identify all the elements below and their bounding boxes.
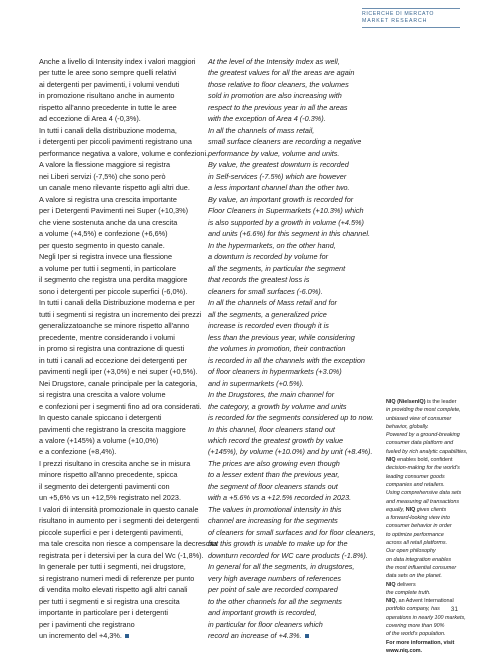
sidebar-text: , an Advent International: [395, 598, 454, 605]
sidebar-line: [386, 514, 470, 522]
english-text-line: downturn recorded for WC care products (-1.8%).: [208, 550, 368, 560]
english-text-line: is also supported by a growth in volume (+4.5%): [208, 217, 364, 227]
italian-column: [39, 56, 218, 642]
italian-text-line: rispetto all'anno precedente in tutte le aree: [39, 102, 177, 112]
english-text-line: performance by value, volume and units.: [208, 148, 340, 158]
sidebar-line: [386, 481, 470, 489]
english-text-line: which record the greatest growth by value: [208, 435, 344, 445]
sidebar-line: [386, 498, 470, 506]
italian-text-line: e a confezione (+8,4%).: [39, 447, 117, 457]
sidebar-text: behavior, globally.: [386, 423, 429, 430]
italian-text-line: un +5,6% vs un +12,5% registrato nel 2023.: [39, 493, 181, 503]
sidebar-text: on data integration enables: [386, 556, 452, 563]
english-text-line: and in supermarkets (+0.5%).: [208, 378, 304, 388]
header-subtitle: MARKET RESEARCH: [362, 18, 428, 24]
english-text-line: The prices are also growing even though: [208, 458, 340, 468]
italian-text-line: il segmento che registra una perdita maggiore: [39, 275, 188, 285]
english-text-line: of cleaners for small surfaces and for floor cleaners,: [208, 527, 376, 537]
sidebar-text: consumer data platform and: [386, 440, 454, 447]
italian-text-line: performance negativa a valore, volume e confezioni.: [39, 148, 209, 158]
italian-text-line: registrata per i detersivi per la cura del Wc (-1,8%).: [39, 550, 204, 560]
italian-text-line: per tutti i segmenti e si registra una crescita: [39, 596, 180, 606]
italian-text-line: generalizzatoanche se minore rispetto all'anno: [39, 321, 190, 331]
sidebar-bold-text: NIQ (NielsenIQ): [386, 399, 426, 405]
sidebar-text: consumer behavior in order: [386, 523, 452, 530]
italian-text-line: piccole superfici e per i detergenti pavimenti,: [39, 527, 183, 537]
italian-text-line: un canale meno rilevante rispetto agli altri due.: [39, 183, 190, 193]
english-text-line: small surface cleaners are recording a negative: [208, 137, 362, 147]
italian-text-line: I prezzi risultano in crescita anche se in misura: [39, 458, 191, 468]
sidebar-text: and measuring all transactions: [386, 498, 460, 505]
english-text-line: record an increase of +4.3%.: [208, 630, 374, 641]
sidebar-text: portfolio company, has: [386, 606, 440, 613]
sidebar-text: covering more than 90%: [386, 623, 445, 630]
sidebar-text: Using comprehensive data sets: [386, 490, 462, 497]
english-text-line: In this channel, floor cleaners stand out: [208, 424, 335, 434]
sidebar-line: [386, 522, 470, 530]
sidebar-text: a forward-looking view into: [386, 515, 450, 522]
end-of-article-square: [305, 634, 310, 639]
sidebar-text: companies and retailers.: [386, 481, 445, 488]
italian-text-line: in tutti i canali ad eccezione dei detergenti per: [39, 355, 188, 365]
sidebar-bold-text: For more information, visit: [386, 639, 455, 646]
sidebar-line: [386, 581, 470, 589]
english-text-line: and important growth is recorded,: [208, 608, 317, 618]
sidebar-line: [386, 564, 470, 572]
sidebar-text: data sets on the planet.: [386, 573, 443, 580]
sidebar-text: Powered by a ground-breaking: [386, 432, 460, 439]
sidebar-line: [386, 398, 470, 406]
english-text-line: all the segments, a generalized price: [208, 309, 327, 319]
sidebar-line: [386, 556, 470, 564]
italian-text-line: ai detergenti per pavimenti, i volumi venduti: [39, 79, 180, 89]
english-text-line: the category, a growth by volume and units: [208, 401, 347, 411]
sidebar-line: [386, 614, 470, 622]
italian-text-line: nei Liberi servizi (-7,5%) che sono però: [39, 171, 166, 181]
niq-sidebar-note: [386, 398, 470, 655]
italian-text-line: per i Detergenti Pavimenti nei Super (+10,3%): [39, 206, 189, 216]
sidebar-text: equally,: [386, 506, 406, 513]
italian-text-line: si registra una crescita a valore volume: [39, 390, 166, 400]
english-text-line: Floor Cleaners in Supermarkets (+10.3%) which: [208, 206, 364, 216]
italian-text-line: sono i detergenti per piccole superfici (-6,0%).: [39, 286, 188, 296]
sidebar-line: [386, 597, 470, 605]
sidebar-line: [386, 647, 470, 655]
english-text-line: all the segments, in particular the segment: [208, 263, 346, 273]
english-text-line: the greatest values for all the areas are again: [208, 68, 355, 78]
english-text-line: In general for all the segments, in drugstores,: [208, 562, 355, 572]
sidebar-line: [386, 415, 470, 423]
italian-text-line: risultano in aumento per i segmenti dei detergenti: [39, 516, 199, 526]
italian-text-line: di vendita molto elevati rispetto agli altri canali: [39, 585, 188, 595]
english-text-line: with the exception of Area 4 (-0.3%).: [208, 114, 326, 124]
sidebar-text: delivers: [395, 581, 416, 588]
sidebar-text: of the world's population.: [386, 631, 446, 638]
sidebar-line: [386, 431, 470, 439]
italian-text-line: il segmento dei detergenti pavimenti con: [39, 481, 170, 491]
italian-text-line: Nei Drugstore, canale principale per la categoria,: [39, 378, 198, 388]
english-text-line: channel are increasing for the segments: [208, 516, 338, 526]
english-text-line: to a lesser extent than the previous year,: [208, 470, 340, 480]
sidebar-line: [386, 448, 470, 456]
italian-text-line: I valori di intensità promozionale in questo canale: [39, 504, 199, 514]
italian-text-line: per questo segmento in questo canale.: [39, 240, 165, 250]
italian-text-line: In questo canale spiccano i detergenti: [39, 413, 162, 423]
english-text-line: a less important channel than the other two.: [208, 183, 350, 193]
italian-text-line: si registrano numeri medi di referenze per punto: [39, 573, 195, 583]
sidebar-line: [386, 439, 470, 447]
english-text-line: in particular for floor cleaners which: [208, 619, 323, 629]
italian-text-line: che viene sostenuta anche da una crescita: [39, 217, 178, 227]
italian-text-line: un incremento del +4,3%.: [39, 630, 199, 641]
italian-text-line: minore rispetto all'anno precedente, spicca: [39, 470, 178, 480]
italian-text-line: A valore si registra una crescita importante: [39, 194, 177, 204]
sidebar-line: [386, 473, 470, 481]
italian-text-line: a volume per tutti i segmenti, in particolare: [39, 263, 177, 273]
sidebar-text: gives clients: [415, 506, 447, 513]
english-text-line: but this growth is unable to make up for the: [208, 539, 348, 549]
english-text-line: in Self-services (-7.5%) which are however: [208, 171, 347, 181]
english-text-line: At the level of the Intensity Index as well,: [208, 57, 340, 66]
english-text-line: By value, an important growth is recorded for: [208, 194, 354, 204]
italian-text-line: precedente, mentre considerando i volumi: [39, 332, 175, 342]
sidebar-line: [386, 622, 470, 630]
english-text-line: of floor cleaners in hypermarkets (+3.0%): [208, 367, 342, 377]
sidebar-line: [386, 630, 470, 638]
english-text-line: per point of sale are recorded compared: [208, 585, 338, 595]
english-text-line: increase is recorded even though it is: [208, 321, 329, 331]
italian-text-line: ma tale crescita non riesce a compensare la decrescita: [39, 539, 218, 549]
italian-text-line: pavimenti che registrano la crescita maggiore: [39, 424, 186, 434]
sidebar-bold-text: www.niq.com.: [386, 647, 423, 654]
italian-text-line: per tutte le aree sono sempre quelli relativi: [39, 68, 177, 78]
english-text-line: is recorded in all the channels with the exception: [208, 355, 365, 365]
italian-text-line: Negli Iper si registra invece una flessione: [39, 252, 173, 262]
sidebar-text: fueled by rich analytic capabilities,: [386, 448, 468, 455]
english-text-line: The values in promotional intensity in this: [208, 504, 342, 514]
sidebar-line: [386, 506, 470, 514]
italian-text-line: in promozione risultano anche in aumento: [39, 91, 175, 101]
sidebar-text: to optimize performance: [386, 531, 444, 538]
italian-text-line: In tutti i canali della distribuzione moderna,: [39, 125, 177, 135]
english-text-line: to the other channels for all the segments: [208, 596, 342, 606]
sidebar-text: decision-making for the world's: [386, 465, 460, 472]
sidebar-line: [386, 423, 470, 431]
sidebar-text: unbiased view of consumer: [386, 415, 452, 422]
sidebar-line: [386, 456, 470, 464]
sidebar-text: enables bold, confident: [395, 457, 453, 464]
sidebar-text: operations in nearly 100 markets,: [386, 614, 466, 621]
italian-text-line: A valore la flessione maggiore si registra: [39, 160, 171, 170]
italian-text-line: i detergenti per piccoli pavimenti registrano una: [39, 137, 192, 147]
sidebar-text: in providing the most complete,: [386, 407, 461, 414]
italian-text-line: in promo si registra una contrazione di questi: [39, 344, 185, 354]
italian-text-line: pavimenti negli iper (+3,0%) e nei super (+0,5%).: [39, 367, 198, 377]
sidebar-bold-text: NIQ: [386, 581, 396, 588]
english-text-line: By value, the greatest downturn is recorded: [208, 160, 349, 170]
sidebar-line: [386, 531, 470, 539]
sidebar-bold-text: NIQ: [386, 598, 396, 605]
english-text-line: the volumes in promotion, their contraction: [208, 344, 346, 354]
end-of-article-square: [125, 634, 130, 639]
italian-text-line: In generale per tutti i segmenti, nei drugstore,: [39, 562, 186, 572]
italian-text-line: a valore (+145%) a volume (+10,0%): [39, 435, 159, 445]
sidebar-line: [386, 589, 470, 597]
italian-text-line: In tutti i canali della Distribuzione moderna e per: [39, 298, 195, 308]
english-column: [208, 56, 374, 642]
header-title: RICERCHE DI MERCATO: [362, 11, 435, 17]
english-text-line: that records the greatest loss is: [208, 275, 310, 285]
english-text-line: (+145%), by volume (+10.0%) and by unit (+8.4%).: [208, 447, 373, 457]
english-text-line: is recorded for the segments considered up to now.: [208, 413, 374, 423]
italian-text-line: e confezioni per i segmenti fino ad ora considerati.: [39, 401, 202, 411]
english-text-line: a downturn is recorded by volume for: [208, 252, 329, 262]
sidebar-line: [386, 406, 470, 414]
italian-text-line: tutti i segmenti si registra un incremento dei prezzi: [39, 309, 202, 319]
english-text-line: respect to the previous year in all the areas: [208, 102, 348, 112]
english-text-line: sold in promotion are also increasing with: [208, 91, 342, 101]
italian-text-line: ad eccezione di Area 4 (-0,3%).: [39, 114, 141, 124]
sidebar-text: is the leader: [425, 399, 457, 405]
english-text-line: In all the channels of Mass retail and for: [208, 298, 337, 308]
italian-text-line: Anche a livello di Intensity index i valori maggiori: [39, 57, 196, 66]
sidebar-text: the most influential consumer: [386, 564, 457, 571]
sidebar-bold-text: NIQ: [405, 506, 416, 513]
sidebar-bold-text: NIQ: [386, 457, 396, 464]
sidebar-text: across all retail platforms.: [386, 540, 448, 547]
sidebar-text: leading consumer goods: [386, 473, 445, 480]
english-text-line: the segment of floor cleaners stands out: [208, 481, 338, 491]
italian-text-line: a volume (+4,5%) e confezione (+6,6%): [39, 229, 168, 239]
sidebar-line: [386, 547, 470, 555]
italian-text-line: per i pavimenti che registrano: [39, 619, 135, 629]
english-text-line: and units (+6.6%) for this segment in this channel.: [208, 229, 371, 239]
sidebar-text: the complete truth.: [386, 589, 431, 596]
sidebar-line: [386, 464, 470, 472]
english-text-line: In the Drugstores, the main channel for: [208, 390, 335, 400]
english-text-line: less than the previous year, while considering: [208, 332, 355, 342]
sidebar-line: [386, 639, 470, 647]
english-text-line: In the hypermarkets, on the other hand,: [208, 240, 336, 250]
sidebar-line: [386, 539, 470, 547]
italian-text-line: importante in particolare per i detergenti: [39, 608, 168, 618]
english-text-line: In all the channels of mass retail,: [208, 125, 315, 135]
english-text-line: with a +5.6% vs a +12.5% recorded in 2023.: [208, 493, 352, 503]
sidebar-text: Our open philosophy: [386, 548, 436, 555]
english-text-line: cleaners for small surfaces (-6.0%).: [208, 286, 323, 296]
page-number: 31: [450, 606, 458, 613]
sidebar-line: [386, 572, 470, 580]
section-header: [362, 8, 460, 28]
english-text-line: very high average numbers of references: [208, 573, 342, 583]
english-text-line: those relative to floor cleaners, the volumes: [208, 79, 349, 89]
sidebar-line: [386, 489, 470, 497]
